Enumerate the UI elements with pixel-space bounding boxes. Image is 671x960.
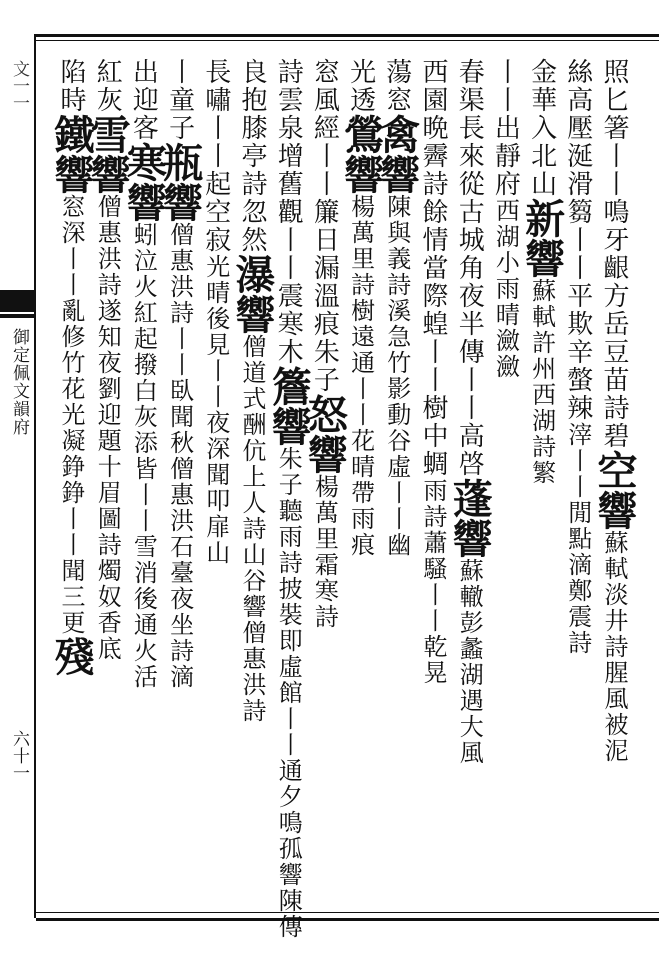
column-text: 窓深丨丨亂修竹 <box>57 194 85 376</box>
column-text: 丨童子 <box>164 58 195 142</box>
column-text: 陷時 <box>56 58 86 114</box>
column-tail-text: 谷響僧惠洪詩 <box>238 568 266 724</box>
column-text: 蘇軾許州西湖詩繁 <box>527 278 556 486</box>
column-tail-text: 劉迎題十眉圖詩燭奴香底 <box>93 376 122 662</box>
column-text: 朱子聽雨詩披裝即虛館丨丨通夕鳴 <box>274 446 303 836</box>
column-text: 絲高壓涎滑篘丨丨平欺辛螫辣 <box>562 58 593 422</box>
column-text: 紅灰 <box>92 58 123 114</box>
column-tail-text: 花光凝錚錚丨丨聞三更 <box>57 376 85 636</box>
column-text: 蘇軾淡井詩腥風被泥 <box>600 530 628 764</box>
text-column <box>591 58 638 906</box>
headword: 瓶響 <box>156 142 204 222</box>
column-text: 陳與義詩溪急竹影動谷虛丨丨幽 <box>382 194 411 558</box>
column-text: 金華入北山 <box>526 58 557 198</box>
page-number: 六十一 <box>9 730 29 781</box>
headword: 簷響 <box>265 366 313 446</box>
text-column <box>560 58 596 906</box>
headword: 禽響 <box>373 114 421 194</box>
margin-border-line <box>34 34 36 918</box>
column-text: 蕩窓 <box>381 58 412 114</box>
column-text: 雨詩蕭騷丨丨乾晃 <box>419 478 447 686</box>
column-text: 長嘯丨丨起空寂 <box>200 58 231 254</box>
fishtail-mark-line <box>0 314 36 318</box>
text-column <box>265 58 313 940</box>
column-tail-text: 僧惠洪石臺夜坐詩滴 <box>165 456 194 690</box>
column-text: 僧道式酬伉上人詩山 <box>238 334 266 568</box>
text-column <box>301 58 349 906</box>
bottom-border <box>36 918 659 921</box>
bottom-border-inner <box>36 912 659 913</box>
headword: 鶯響 <box>337 114 385 194</box>
column-tail-text: 孤響陳傳 <box>274 836 303 940</box>
book-title: 御定佩文韻府 <box>9 328 29 436</box>
text-column <box>48 58 95 906</box>
column-end-char: 殘 <box>48 636 95 676</box>
column-text: 西湖小雨晴瀲瀲 <box>491 198 520 380</box>
page-margin <box>0 34 36 918</box>
column-text: 照匕箸丨丨鳴牙齦方岳豆苗詩碧 <box>599 58 629 450</box>
top-border <box>36 34 659 37</box>
headword: 空響 <box>591 450 638 530</box>
top-border-inner <box>36 40 659 41</box>
column-text: 楊萬里霜寒詩 <box>310 474 339 630</box>
headword: 寒響 <box>120 142 168 222</box>
fishtail-mark <box>0 290 36 312</box>
text-column <box>229 58 276 906</box>
column-text: 僧惠洪詩遂知夜 <box>93 194 122 376</box>
headword: 鐵響 <box>48 114 95 194</box>
column-text: 窓風經丨丨簾日漏溫痕朱子 <box>309 58 340 394</box>
column-text: 西園晩霽詩餘情當際蝗丨丨樹中蜩 <box>418 58 448 478</box>
margin-top-label: 文一一 <box>9 60 29 111</box>
column-text: 出迎客 <box>128 58 159 142</box>
column-tail-text: 皆丨丨雪消後通火活 <box>129 456 158 690</box>
headword: 怒響 <box>301 394 349 474</box>
column-text: 蚓泣火紅起撥白灰添 <box>129 222 158 456</box>
text-column <box>518 58 566 906</box>
headword: 新響 <box>518 198 566 278</box>
column-text: 春渠長來從古城角夜半傳丨丨高啓 <box>454 58 485 478</box>
headword: 雪響 <box>84 114 132 194</box>
column-text: 光透 <box>345 58 376 114</box>
column-text: 詩雲泉增舊觀丨丨震寒木 <box>273 58 304 366</box>
column-tail-text: 叩扉山 <box>201 488 230 566</box>
text-column <box>446 58 494 906</box>
column-text: 楊萬里詩樹遠通丨丨花晴帶雨痕 <box>346 194 375 558</box>
column-text: 蘇轍彭蠡湖遇大風 <box>455 558 484 766</box>
text-column <box>337 58 385 906</box>
column-text: 光晴後見丨丨夜深聞 <box>201 254 230 488</box>
column-text: 良抱膝亭詩忽然 <box>237 58 267 254</box>
column-text: 僧惠洪詩丨丨臥聞秋 <box>165 222 194 456</box>
headword: 蓬響 <box>446 478 494 558</box>
headword: 瀑響 <box>229 254 276 334</box>
column-text: 丨丨出靜府 <box>490 58 521 198</box>
column-text: 滓丨丨閒點滴鄭震詩 <box>563 422 592 656</box>
